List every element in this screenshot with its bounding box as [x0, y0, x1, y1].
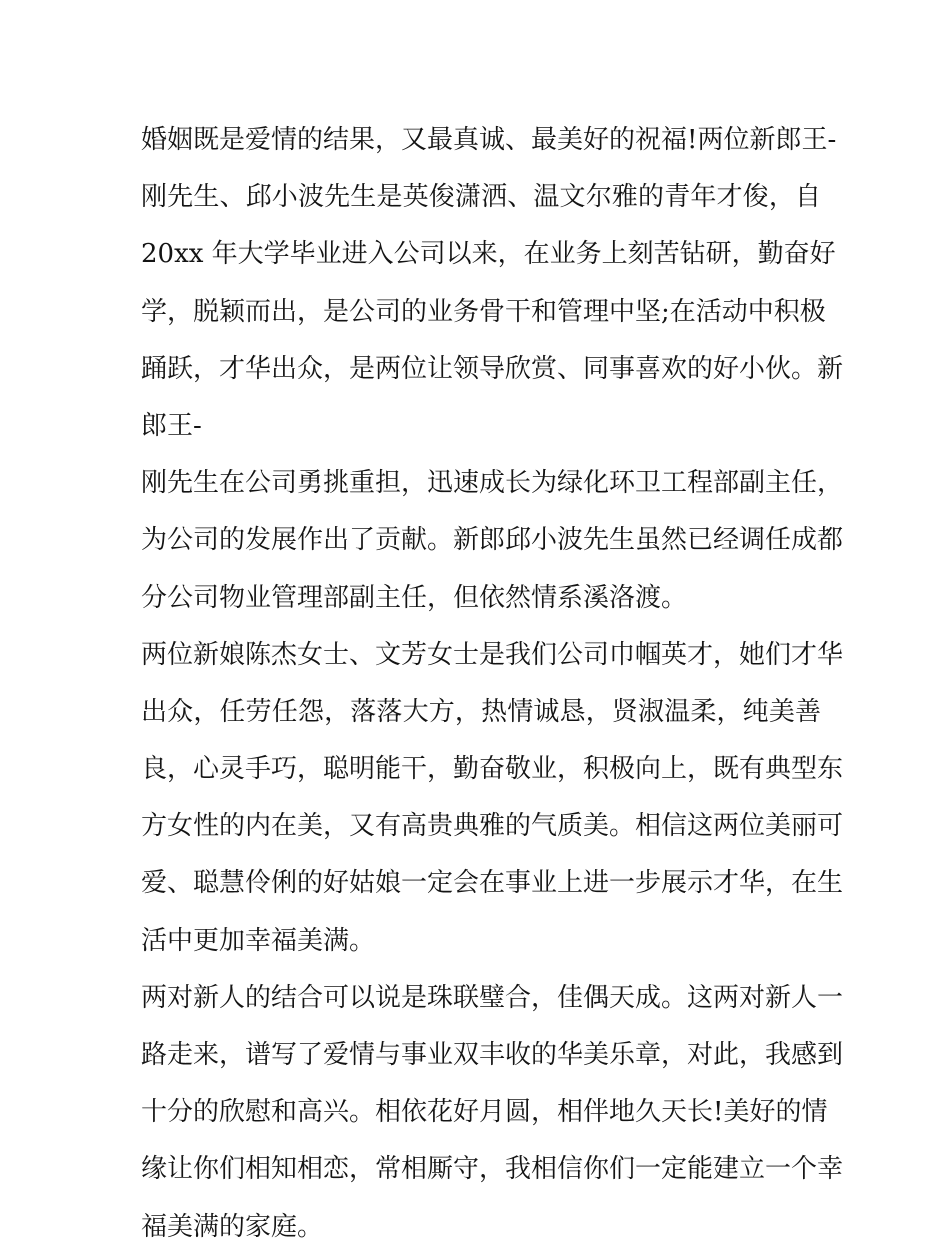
text-line: 出众，任劳任怨，落落大方，热情诚恳，贤淑温柔，纯美善: [141, 696, 821, 727]
text-line: 为公司的发展作出了贡献。新郎邱小波先生虽然已经调任成都: [141, 525, 844, 556]
text-line: 两位新娘陈杰女士、文芳女士是我们公司巾帼英才，她们才华: [141, 639, 844, 670]
speech-text: [141, 112, 844, 1256]
text-line: 缘让你们相知相恋，常相厮守，我相信你们一定能建立一个幸: [141, 1154, 844, 1185]
text-line: 20xx 年大学毕业进入公司以来，在业务上刻苦钻研，勤奋好: [141, 239, 836, 270]
text-line: 分公司物业管理部副主任，但依然情系溪洛渡。: [141, 582, 688, 613]
text-line: 良，心灵手巧，聪明能干，勤奋敬业，积极向上，既有典型东: [141, 754, 844, 785]
text-line: 方女性的内在美，又有高贵典雅的气质美。相信这两位美丽可: [141, 811, 844, 842]
text-line: 路走来，谱写了爱情与事业双丰收的华美乐章，对此，我感到: [141, 1040, 844, 1070]
text-line: 十分的欣慰和高兴。相依花好月圆，相伴地久天长!美好的情: [141, 1097, 828, 1128]
text-line: 学，脱颖而出，是公司的业务骨干和管理中坚;在活动中积极: [141, 296, 826, 327]
text-line: 两对新人的结合可以说是珠联璧合，佳偶天成。这两对新人一: [141, 982, 844, 1013]
text-line: 郎王-: [141, 410, 202, 441]
text-line: 爱、聪慧伶俐的好姑娘一定会在事业上进一步展示才华，在生: [141, 868, 844, 899]
text-line: 活中更加幸福美满。: [141, 925, 376, 956]
text-line: 福美满的家庭。: [141, 1211, 324, 1242]
text-line: 婚姻既是爱情的结果，又最真诚、最美好的祝福!两位新郎王-: [141, 125, 837, 155]
text-line: 刚先生、邱小波先生是英俊潇洒、温文尔雅的青年才俊，自: [141, 182, 821, 213]
text-line: 刚先生在公司勇挑重担，迅速成长为绿化环卫工程部副主任，: [141, 468, 844, 499]
text-line: 踊跃，才华出众，是两位让领导欣赏、同事喜欢的好小伙。新: [141, 353, 844, 384]
